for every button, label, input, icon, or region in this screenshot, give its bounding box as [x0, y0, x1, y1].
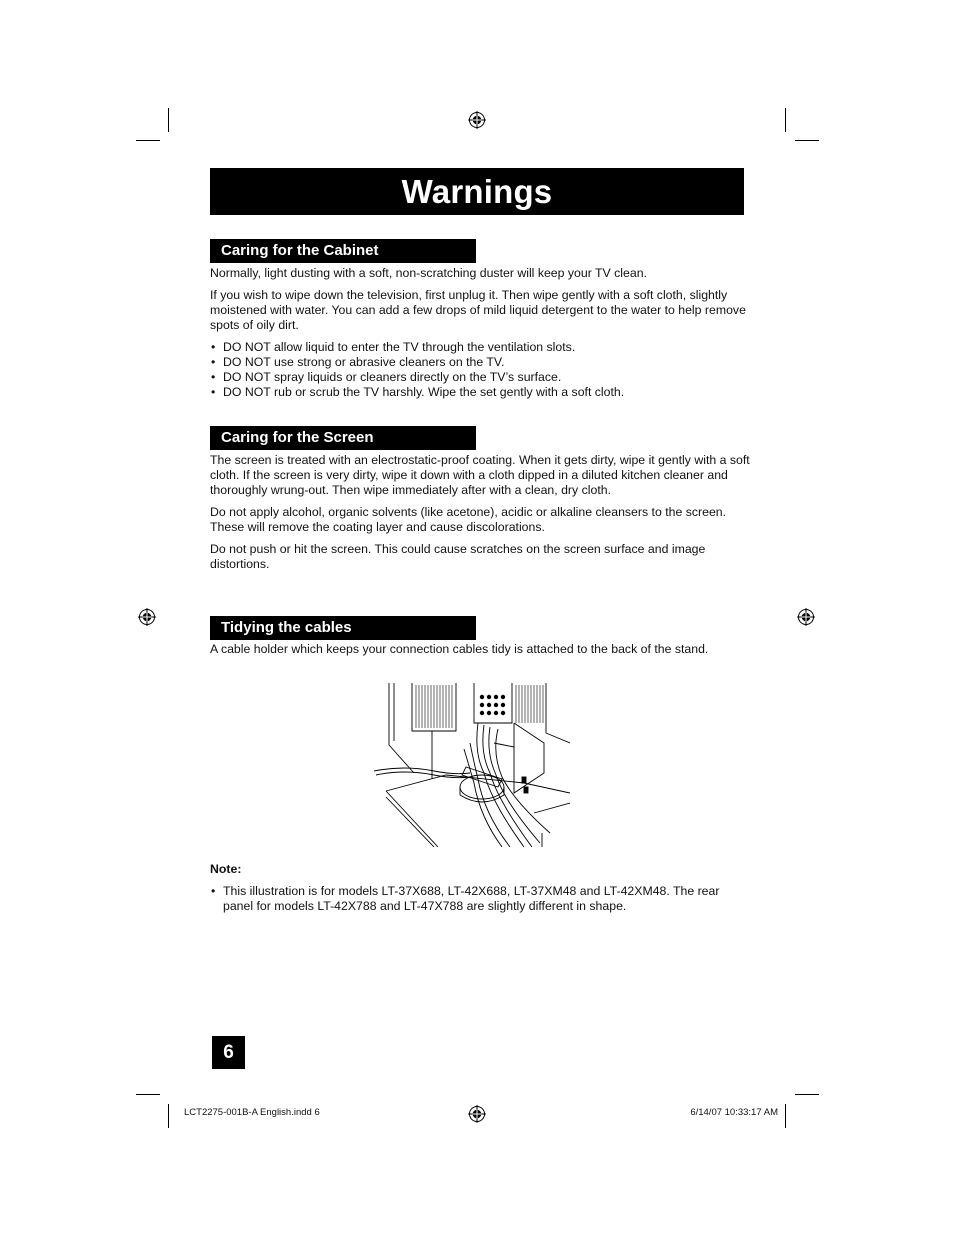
- registration-target-icon: [468, 1105, 486, 1123]
- crop-mark-top-right-v: [785, 108, 786, 132]
- section-heading-cabinet: Caring for the Cabinet: [210, 239, 476, 263]
- page-title: Warnings: [210, 168, 744, 215]
- crop-mark-bottom-right-v: [785, 1104, 786, 1128]
- crop-mark-bottom-left-v: [168, 1104, 169, 1128]
- list-item: • DO NOT use strong or abrasive cleaners on the TV.: [210, 355, 750, 370]
- cabinet-bullet-list: [210, 340, 750, 400]
- registration-target-icon: [138, 608, 156, 626]
- list-item: • This illustration is for models LT-37X688, LT-42X688, LT-37XM48 and LT-42XM48. The rear panel for models LT-42X788 and LT-47X788 are slightly different in shape.: [210, 884, 740, 914]
- screen-text: [210, 453, 750, 572]
- registration-target-icon: [797, 608, 815, 626]
- crop-mark-bottom-right-h: [795, 1094, 819, 1095]
- cable-holder-illustration: [374, 683, 570, 847]
- footer-timestamp: 6/14/07 10:33:17 AM: [690, 1107, 778, 1118]
- page-number: 6: [212, 1036, 245, 1069]
- section-heading-cables: Tidying the cables: [210, 616, 476, 640]
- cabinet-paragraph-1: Normally, light dusting with a soft, non-scratching duster will keep your TV clean.: [210, 266, 647, 280]
- list-item: • DO NOT spray liquids or cleaners directly on the TV’s surface.: [210, 370, 750, 385]
- note-text: [210, 884, 740, 914]
- registration-target-icon: [468, 111, 486, 129]
- cabinet-text: [210, 266, 750, 400]
- list-item: • DO NOT allow liquid to enter the TV through the ventilation slots.: [210, 340, 750, 355]
- note-label: Note:: [210, 862, 242, 876]
- note-bullet-list: [210, 884, 740, 914]
- crop-mark-top-left-h: [136, 140, 160, 141]
- cables-paragraph-1: A cable holder which keeps your connection cables tidy is attached to the back of the stand.: [210, 642, 709, 656]
- screen-paragraph-3: Do not push or hit the screen. This could cause scratches on the screen surface and image distortions.: [210, 542, 706, 571]
- screen-paragraph-1: The screen is treated with an electrostatic-proof coating. When it gets dirty, wipe it gently with a soft cloth. If the screen is very dirty, wipe it down with a cloth dipped in a diluted kitchen cleaner and thoroughly wrung-out. Then wipe immediately after with a clean, dry cloth.: [210, 453, 750, 497]
- crop-mark-top-left-v: [168, 108, 169, 132]
- list-item: • DO NOT rub or scrub the TV harshly. Wipe the set gently with a soft cloth.: [210, 385, 750, 400]
- crop-mark-top-right-h: [795, 140, 819, 141]
- cabinet-paragraph-2: If you wish to wipe down the television, first unplug it. Then wipe gently with a soft cloth, slightly moistened with water. You can add a few drops of mild liquid detergent to the water to help remove spots of oily dirt.: [210, 288, 746, 332]
- crop-mark-bottom-left-h: [136, 1094, 160, 1095]
- footer-file-name: LCT2275-001B-A English.indd 6: [184, 1107, 320, 1118]
- section-heading-screen: Caring for the Screen: [210, 426, 476, 450]
- screen-paragraph-2: Do not apply alcohol, organic solvents (like acetone), acidic or alkaline cleansers to the screen. These will remove the coating layer and cause discolorations.: [210, 505, 727, 534]
- cables-text: [210, 642, 750, 657]
